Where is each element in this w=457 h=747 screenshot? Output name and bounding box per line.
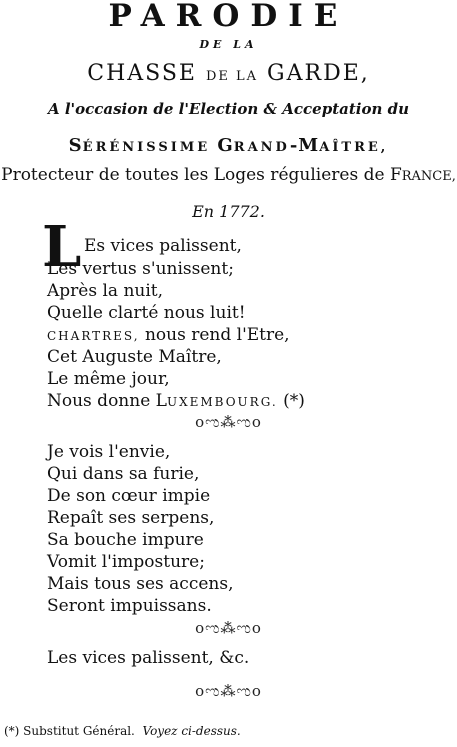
stanza2-line4: Repaît ses serpens,	[47, 508, 215, 528]
grand-initial: G	[217, 135, 234, 156]
page-title: PARODIE	[108, 0, 349, 34]
serenissime-initial: S	[68, 135, 83, 156]
stanza2-line6: Vomit l'imposture;	[47, 552, 205, 572]
footnote	[4, 723, 241, 739]
stanza2-line7: Mais tous ses accens,	[47, 574, 234, 594]
maitre-initial: -M	[289, 135, 320, 156]
stanza2-line1: Je vois l'envie,	[47, 442, 171, 462]
chasse-de-la: DE LA	[205, 69, 259, 84]
year-line: En 1772.	[192, 202, 265, 221]
ornament-divider-2: oಌ⁂ಌo	[195, 619, 262, 637]
ornament-divider-1: oಌ⁂ಌo	[195, 413, 262, 431]
stanza1-line3: Après la nuit,	[47, 281, 164, 301]
stanza1-line4: Quelle clarté nous luit!	[47, 303, 246, 323]
stanza2-line5: Sa bouche impure	[47, 530, 204, 550]
stanza1-line1: Es vices palissent,	[84, 236, 242, 256]
stanza1-line5-rest: nous rend l'Etre,	[139, 325, 290, 345]
stanza2-line2: Qui dans sa furie,	[47, 464, 200, 484]
occasion-line: A l'occasion de l'Election & Acceptation du	[47, 100, 410, 118]
stanza1-line7: Le même jour,	[47, 369, 170, 389]
stanza2-line8: Seront impuissans.	[47, 596, 212, 616]
france-initial: F	[389, 165, 402, 185]
footnote-marker: (*) Substitut Général.	[4, 724, 135, 738]
footnote-see: Voyez ci-dessus.	[142, 724, 241, 738]
garde-word: GARDE,	[267, 61, 370, 86]
maitre-rest: AÎTRE,	[319, 140, 389, 155]
stanza2-line3: De son cœur impie	[47, 486, 211, 506]
drop-cap: L	[42, 214, 82, 280]
stanza1-line6: Cet Auguste Maître,	[47, 347, 222, 367]
luxembourg-rest: UXEMBOURG.	[166, 395, 278, 409]
chartres-name: CHARTRES,	[47, 329, 140, 343]
chasse-word: CHASSE	[87, 61, 197, 86]
protecteur-line	[0, 164, 457, 188]
serenissime-line	[0, 135, 457, 159]
france-rest: RANCE,	[401, 169, 456, 184]
stanza1-line8	[47, 391, 305, 413]
ornament-divider-3: oಌ⁂ಌo	[195, 682, 262, 700]
grand-rest: RAND	[233, 140, 290, 155]
stanza1-line2: Les vertus s'unissent;	[47, 259, 234, 279]
stanza1-line8-pre: Nous donne	[47, 391, 156, 411]
serenissime-rest: ÉRÉNISSIME	[82, 140, 211, 155]
refrain-line: Les vices palissent, &c.	[47, 648, 250, 668]
protecteur-text: Protecteur de toutes les Loges régulieres de	[1, 165, 390, 185]
luxembourg-initial: L	[155, 391, 167, 411]
subtitle-chasse	[0, 61, 457, 90]
subtitle-de-la: DE LA	[199, 38, 258, 51]
stanza1-line5	[47, 325, 290, 347]
footnote-ref: (*)	[277, 391, 305, 411]
